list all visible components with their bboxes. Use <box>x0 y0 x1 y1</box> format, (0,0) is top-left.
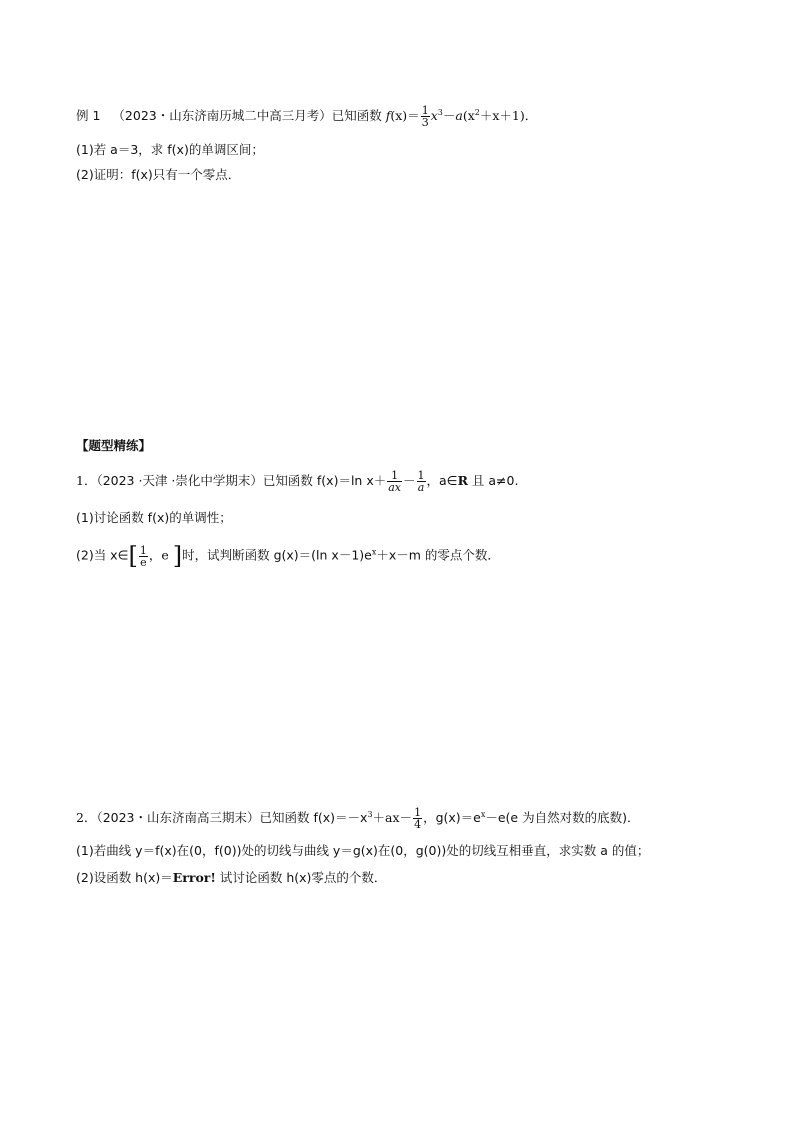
q2-end: ＋x－m 的零点个数． <box>376 547 500 563</box>
problem-1-q1: (1)讨论函数 f(x)的单调性； <box>76 510 232 525</box>
q2-post: 试讨论函数 h(x)零点的个数． <box>215 870 387 885</box>
fraction-numerator: 1 <box>421 104 429 117</box>
stem-tail: ＋x＋1)． <box>479 108 538 123</box>
problem-source: （2023 ·天津 ·崇化中学期末） <box>96 473 263 488</box>
example-1-q2: (2)证明：f(x)只有一个零点． <box>76 167 241 182</box>
q2-prefix: (2)当 x∈ <box>76 547 129 563</box>
problem-number: 2． <box>76 810 97 825</box>
fraction-denominator: e <box>140 555 147 569</box>
power-x: x <box>371 547 377 557</box>
var-a: a <box>455 108 463 123</box>
q2-post: 时，试判断函数 g(x)＝(ln x－1)e <box>182 547 372 563</box>
problem-1-stem <box>76 470 518 493</box>
reals-symbol: R <box>457 473 468 488</box>
stem-prefix: 已知函数 <box>331 108 386 123</box>
stem-mid: ＋ax－ <box>372 810 413 825</box>
problem-source: （2023・山东济南高三期末） <box>96 810 260 825</box>
fraction-1-over-a <box>417 470 426 493</box>
stem-prefix: 已知函数 f(x)＝－x <box>259 810 368 825</box>
problem-number: 1． <box>76 473 97 488</box>
fraction-denominator: a <box>417 481 425 494</box>
power-3: 3 <box>367 810 373 819</box>
power-3: 3 <box>437 108 443 117</box>
power-x: x <box>480 810 486 819</box>
problem-2-stem <box>76 807 639 830</box>
interval-end: ，e <box>148 547 169 563</box>
right-bracket: ] <box>172 542 183 570</box>
minus-sign: － <box>442 108 456 123</box>
fraction-one-third <box>421 105 430 128</box>
fraction-numerator: 1 <box>387 470 402 482</box>
var-x: x <box>430 108 438 123</box>
fraction-numerator: 1 <box>417 469 425 482</box>
problem-2-q1: (1)若曲线 y＝f(x)在(0，f(0))处的切线与曲线 y＝g(x)在(0，g(0))处的切线互相垂直，求实数 a 的值； <box>76 843 650 858</box>
fraction-1-over-4 <box>413 807 422 830</box>
stem-prefix: 已知函数 f(x)＝ln x＋ <box>262 473 387 488</box>
fraction-1-over-e <box>139 545 148 568</box>
stem-end: 且 a≠0. <box>467 473 519 488</box>
stem-end: －e(e 为自然对数的底数)． <box>485 810 640 825</box>
fraction-denominator: ax <box>388 481 401 494</box>
fraction-denominator: 4 <box>414 818 422 831</box>
problem-1-q2 <box>76 544 500 568</box>
q2-prefix: (2)设函数 h(x)＝ <box>76 870 173 885</box>
left-bracket: [ <box>128 542 138 570</box>
example-1-q1: (1)若 a＝3，求 f(x)的单调区间； <box>76 142 264 157</box>
example-label: 例 1 <box>76 108 101 123</box>
fraction-numerator: 1 <box>414 806 422 819</box>
problem-2-q2 <box>76 870 386 886</box>
power-2: 2 <box>474 108 480 117</box>
paren-open: (x <box>462 108 475 123</box>
example-1-stem <box>76 105 537 128</box>
equals: ＝ <box>407 108 420 123</box>
func-f: f <box>385 108 391 123</box>
func-arg: (x) <box>390 108 408 123</box>
minus-sign: － <box>402 473 416 488</box>
example-source: （2023・山东济南历城二中高三月考） <box>112 108 332 123</box>
fraction-1-over-ax <box>387 470 402 493</box>
error-text: Error! <box>172 870 216 885</box>
section-title: 【题型精练】 <box>76 438 152 453</box>
fraction-denominator: 3 <box>421 116 429 129</box>
stem-post: ，a∈ <box>426 473 458 488</box>
stem-post: ，g(x)＝e <box>423 810 481 825</box>
fraction-numerator: 1 <box>139 543 147 557</box>
